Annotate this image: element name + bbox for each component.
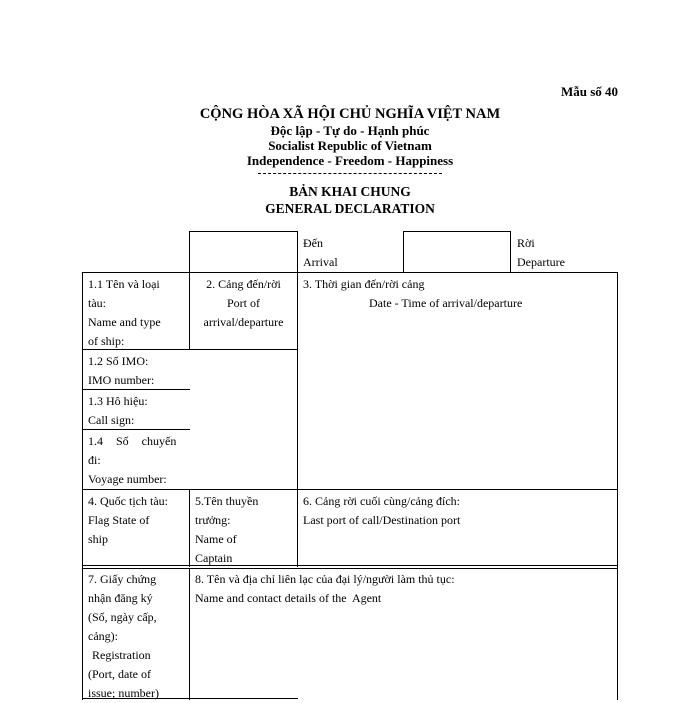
country-name-vi: CỘNG HÒA XÃ HỘI CHỦ NGHĨA VIỆT NAM	[199, 106, 501, 122]
field-ship-name[interactable]: 1.1 Tên và loại tàu: Name and type of ship:	[88, 277, 161, 348]
field-voyage-number[interactable]: 1.4 Số chuyến đi: Voyage number:	[88, 434, 177, 486]
form-number: Mẫu số 40	[560, 84, 618, 99]
table-line	[82, 489, 618, 490]
field-captain-name[interactable]: 5.Tên thuyền trưởng: Name of Captain	[195, 494, 259, 565]
header-divider	[258, 173, 442, 174]
arrival-box-top	[189, 231, 297, 232]
arrival-label: Đến Arrival	[303, 236, 338, 269]
departure-checkbox[interactable]	[404, 233, 510, 271]
table-line	[82, 272, 83, 700]
document-title-en: GENERAL DECLARATION	[265, 201, 435, 216]
field-arrival-departure-time[interactable]: 3. Thời gian đến/rời cảng Date - Time of arrival/departure	[303, 277, 523, 310]
document-title-vi: BẢN KHAI CHUNG	[289, 184, 411, 199]
table-line	[82, 565, 618, 566]
arrival-checkbox[interactable]	[189, 233, 297, 271]
table-line	[297, 272, 298, 490]
country-name-en: Socialist Republic of Vietnam	[268, 138, 432, 153]
table-line	[82, 272, 618, 273]
departure-box-top	[403, 231, 511, 232]
field-agent-details[interactable]: 8. Tên và địa chỉ liên lạc của đại lý/người làm thủ tục: Name and contact details of the Agent	[195, 572, 455, 605]
table-line	[617, 272, 618, 700]
field-registration[interactable]: 7. Giấy chứng nhận đăng ký (Số, ngày cấp, cảng): Registration (Port, date of issue; number)	[88, 572, 159, 700]
motto-vi: Độc lập - Tự do - Hạnh phúc	[270, 123, 430, 138]
table-line	[189, 489, 190, 567]
table-line	[297, 489, 298, 567]
departure-box-right	[510, 231, 511, 272]
field-call-sign[interactable]: 1.3 Hô hiệu: Call sign:	[88, 394, 148, 427]
field-flag-state[interactable]: 4. Quốc tịch tàu: Flag State of ship	[88, 494, 168, 546]
departure-label: Rời Departure	[517, 236, 565, 269]
table-line	[189, 568, 190, 700]
field-port[interactable]: 2. Cảng đến/rời Port of arrival/departure	[203, 277, 284, 329]
field-imo-number[interactable]: 1.2 Số IMO: IMO number:	[88, 354, 155, 387]
arrival-box-right	[297, 231, 298, 272]
field-last-port[interactable]: 6. Cảng rời cuối cùng/cảng đích: Last port of call/Destination port	[303, 494, 461, 527]
table-line	[82, 568, 618, 569]
motto-en: Independence - Freedom - Happiness	[246, 153, 454, 168]
